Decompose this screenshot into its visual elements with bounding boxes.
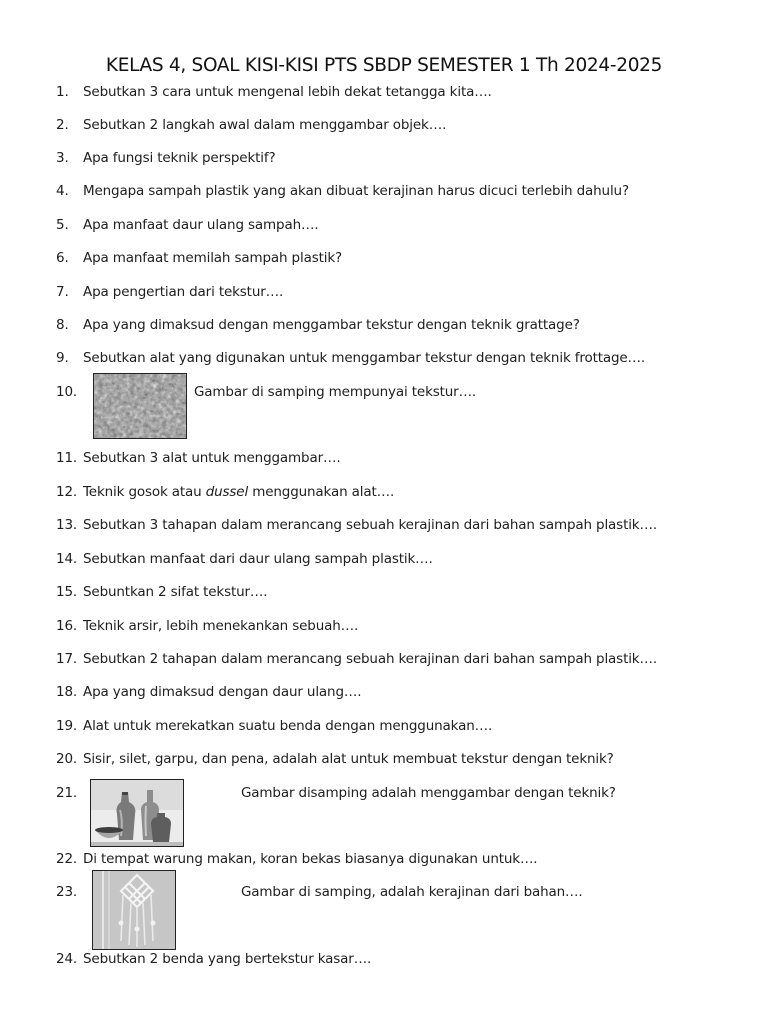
question-number: 22. [56, 851, 78, 867]
question-number: 18. [56, 684, 78, 700]
question-text: Apa yang dimaksud dengan menggambar tekstur dengan teknik grattage? [83, 317, 580, 333]
question-text: Sebutkan 3 tahapan dalam merancang sebuah kerajinan dari bahan sampah plastik…. [83, 517, 657, 533]
page-title: KELAS 4, SOAL KISI-KISI PTS SBDP SEMESTER 1 Th 2024-2025 [105, 55, 663, 76]
question-text-italic: dussel [205, 484, 249, 500]
question-text-part: Teknik gosok atau [83, 484, 206, 500]
question-text: Sebutkan 3 cara untuk mengenal lebih dekat tetangga kita…. [83, 84, 492, 100]
question-text: Teknik arsir, lebih menekankan sebuah…. [83, 618, 359, 634]
question-number: 23. [56, 884, 78, 900]
question-number: 19. [56, 718, 78, 734]
question-text: Gambar disamping adalah menggambar dengan teknik? [241, 785, 616, 801]
question-number: 13. [56, 517, 78, 533]
question-number: 8. [56, 317, 69, 333]
question-text: Apa manfaat daur ulang sampah…. [83, 217, 319, 233]
question-number: 21. [56, 785, 78, 801]
question-text: Apa yang dimaksud dengan daur ulang…. [83, 684, 362, 700]
question-text: Apa pengertian dari tekstur…. [83, 284, 284, 300]
question-text-part: menggunakan alat…. [248, 484, 395, 500]
question-text: Alat untuk merekatkan suatu benda dengan menggunakan…. [83, 718, 493, 734]
question-number: 17. [56, 651, 78, 667]
question-number: 2. [56, 117, 69, 133]
question-number: 14. [56, 551, 78, 567]
question-text [83, 484, 394, 500]
question-text: Sebutkan manfaat dari daur ulang sampah plastik…. [83, 551, 433, 567]
question-text: Sisir, silet, garpu, dan pena, adalah alat untuk membuat tekstur dengan teknik? [83, 751, 614, 767]
question-number: 3. [56, 150, 69, 166]
question-text: Gambar di samping, adalah kerajinan dari bahan…. [241, 884, 583, 900]
question-text: Sebutkan 3 alat untuk menggambar…. [83, 450, 341, 466]
question-text: Sebutkan 2 benda yang bertekstur kasar…. [83, 951, 372, 967]
question-number: 4. [56, 183, 69, 199]
question-text: Di tempat warung makan, koran bekas biasanya digunakan untuk…. [83, 851, 538, 867]
question-number: 10. [56, 384, 78, 400]
question-number: 20. [56, 751, 78, 767]
question-text: Sebutkan 2 langkah awal dalam menggambar objek…. [83, 117, 447, 133]
question-text: Apa manfaat memilah sampah plastik? [83, 250, 343, 266]
question-number: 9. [56, 350, 69, 366]
question-number: 6. [56, 250, 69, 266]
question-text: Sebutkan 2 tahapan dalam merancang sebuah kerajinan dari bahan sampah plastik…. [83, 651, 657, 667]
question-number: 5. [56, 217, 69, 233]
question-text: Apa fungsi teknik perspektif? [83, 150, 276, 166]
question-text: Mengapa sampah plastik yang akan dibuat kerajinan harus dicuci terlebih dahulu? [83, 183, 629, 199]
question-number: 12. [56, 484, 78, 500]
still-life-image [90, 779, 184, 847]
macrame-craft-image [92, 870, 176, 950]
question-number: 7. [56, 284, 69, 300]
question-number: 16. [56, 618, 78, 634]
question-text: Gambar di samping mempunyai tekstur…. [194, 384, 477, 400]
texture-image [93, 373, 187, 439]
question-text: Sebuntkan 2 sifat tekstur…. [83, 584, 268, 600]
question-number: 11. [56, 450, 78, 466]
question-number: 1. [56, 84, 69, 100]
question-text: Sebutkan alat yang digunakan untuk menggambar tekstur dengan teknik frottage…. [83, 350, 646, 366]
question-number: 15. [56, 584, 78, 600]
question-number: 24. [56, 951, 78, 967]
